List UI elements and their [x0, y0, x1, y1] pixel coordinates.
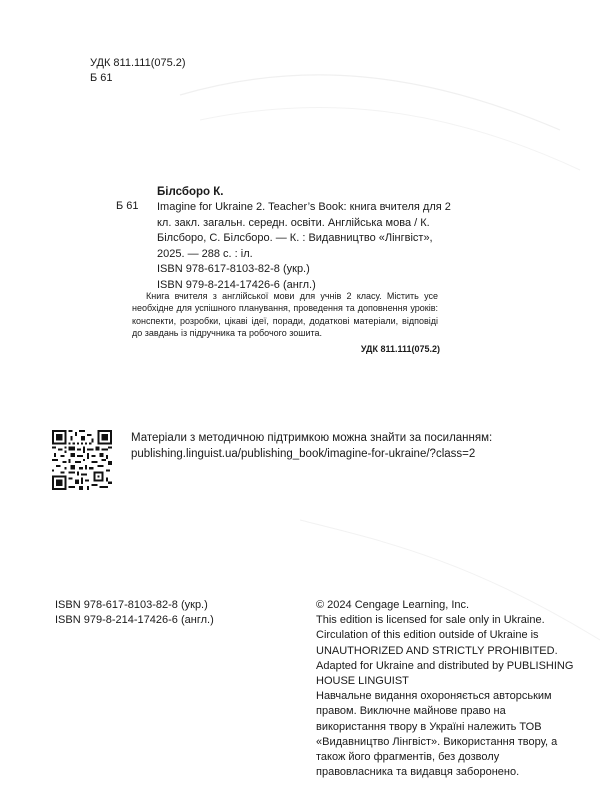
copyright-notice — [316, 598, 576, 780]
copyright-line: © 2024 Cengage Learning, Inc. — [316, 599, 470, 611]
license-line: This edition is licensed for sale only in Ukraine. — [316, 614, 545, 627]
circulation-line: Circulation of this edition outside of Ukraine is UNAUTHORIZED AND STRICTLY PROHIBITED. — [316, 629, 558, 657]
record-code: Б 61 — [116, 200, 139, 212]
qr-code-icon[interactable] — [52, 430, 112, 490]
annotation — [132, 290, 438, 339]
isbn-eng: ISBN 979-8-214-17426-6 (англ.) — [157, 278, 316, 291]
udc-right: УДК 811.111(075.2) — [360, 344, 440, 354]
bbk-code: Б 61 — [90, 72, 113, 84]
udc-code: УДК 811.111(075.2) — [90, 57, 186, 69]
udc-header — [90, 56, 186, 86]
materials-block — [131, 430, 551, 462]
book-description: Imagine for Ukraine 2. Teacher’s Book: книга вчителя для 2 кл. закл. загальн. середн. освіти. Англійська мова / К. Білсборо, С. Білсборо. — К. : Видавництво «Лінгвіст», 2025. — 288 с. : іл. — [157, 201, 451, 260]
isbn-bottom-eng: ISBN 979-8-214-17426-6 (англ.) — [55, 614, 214, 626]
isbn-bottom-ukr: ISBN 978-617-8103-82-8 (укр.) — [55, 599, 208, 611]
distribution-line: Adapted for Ukraine and distributed by PUBLISHING HOUSE LINGUIST — [316, 659, 574, 688]
annotation-text: Книга вчителя з англійської мови для учнів 2 класу. Містить усе необхідне для успішного планування, проведення та доповнення уроків: конспекти, розробки, цікаві ідеї, поради, додаткові матеріали, відповіді до завдань із підручника та робочого зошита. — [132, 291, 438, 338]
author-name: Білсборо К. — [157, 186, 224, 198]
bibliographic-record — [157, 200, 457, 293]
isbn-bottom — [55, 598, 214, 628]
protection-notice: Навчальне видання охороняється авторським правом. Виключне майнове право на використання твору в Україні належить ТОВ «Видавництво Лінгвіст». Використання твору, а також його фрагментів, без дозволу правовласника та видавця заборонено. — [316, 690, 558, 779]
materials-link[interactable]: publishing.linguist.ua/publishing_book/imagine-for-ukraine/?class=2 — [131, 448, 476, 460]
materials-text: Матеріали з методичною підтримкою можна знайти за посиланням: — [131, 432, 493, 444]
isbn-ukr: ISBN 978-617-8103-82-8 (укр.) — [157, 263, 310, 275]
